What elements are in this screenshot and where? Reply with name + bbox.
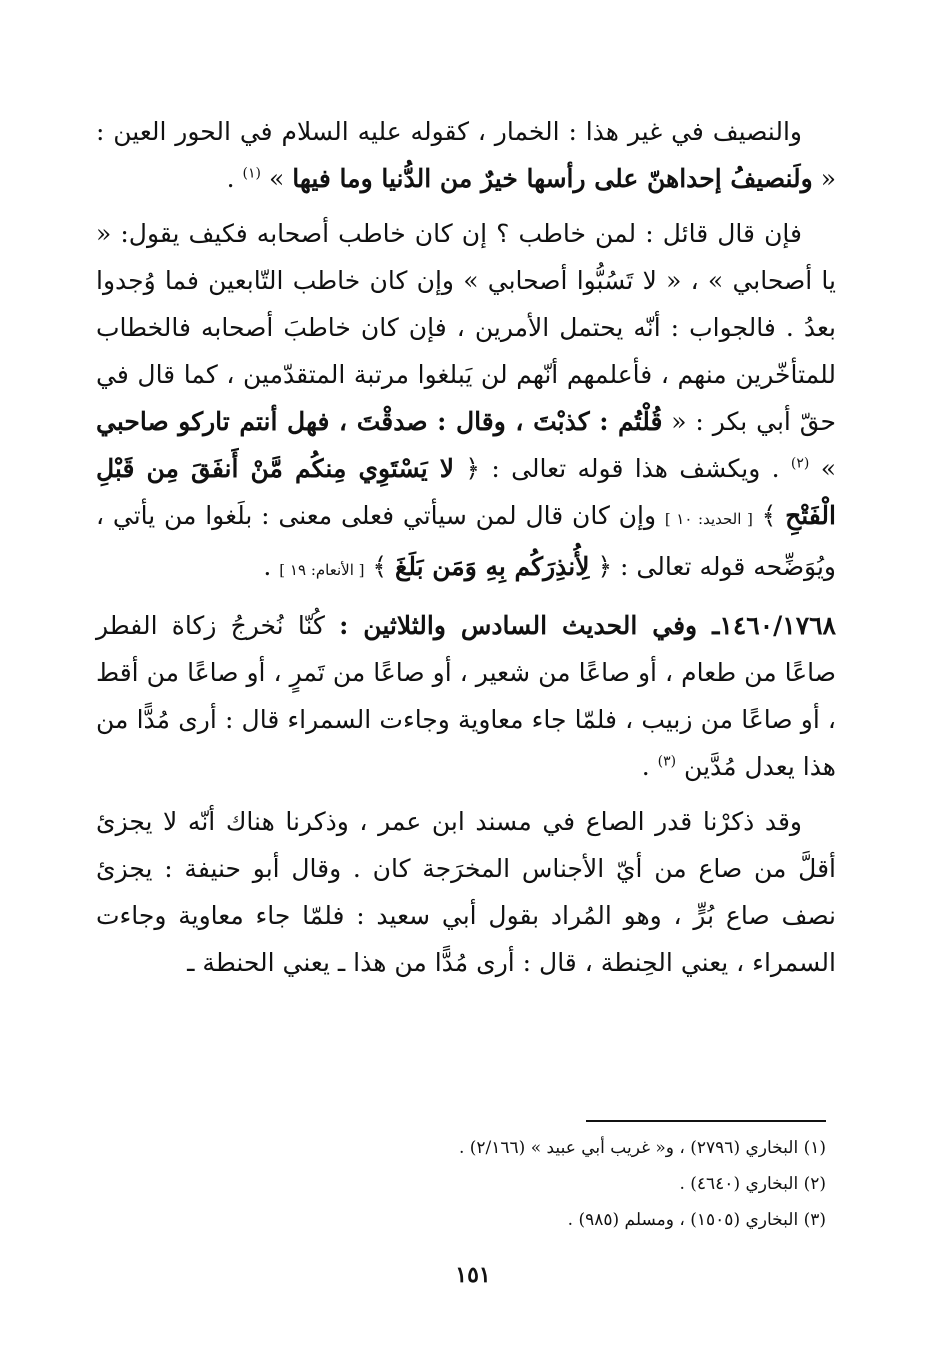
text-run: .: [641, 752, 658, 781]
hadith-heading: ١٤٦٠/١٧٦٨ـ وفي الحديث السادس والثلاثين :: [339, 611, 836, 640]
main-text: [96, 108, 836, 986]
paragraph-2: [96, 210, 836, 594]
text-run: فإن قال قائل : لمن خاطب ؟ إن كان خاطب أصحابه فكيف يقول: « يا أصحابي » ، « لا تَسُبُّوا أصحابي » وإن كان خاطب التّابعين فما وُجدوا بعدُ . فالجواب : أنّه يحتمل الأمرين ، فإن كان خاطبَ أصحابه فالخطاب للمتأخّرين منهم ، فأعلمهم أنّهم لن يَبلغوا مرتبة المتقدّمين ، كما قال في حقّ أبي بكر : «: [96, 219, 836, 436]
footnote-1: (١) البخاري (٢٧٩٦) ، و« غريب أبي عبيد » (٢/١٦٦) .: [458, 1138, 826, 1158]
text-run: . ويكشف هذا قوله تعالى : ﴿: [454, 454, 791, 483]
footnotes: [96, 1130, 826, 1238]
text-run: ﴾: [364, 552, 396, 581]
quran-verse: لِأُنذِرَكُم بِهِ وَمَن بَلَغَ: [395, 552, 590, 581]
footnote-3: (٣) البخاري (١٥٠٥) ، ومسلم (٩٨٥) .: [567, 1210, 826, 1230]
text-run: .: [226, 164, 243, 193]
footnote-marker[interactable]: (١): [242, 165, 262, 182]
footnote-divider: [586, 1120, 826, 1122]
text-run: والنصيف في غير هذا : الخمار ، كقوله عليه السلام في الحور العين : «: [96, 117, 836, 193]
hadith-quote: ولَنصيفُ إحداهنّ على رأسها خيرٌ من الدُّنيا وما فيها: [292, 164, 813, 193]
text-run: »: [809, 454, 836, 483]
paragraph-3: [96, 602, 836, 790]
text-run: وإن كان قال لمن سيأتي فعلى معنى : بلَغوا من يأتي ، ويُوَضِّحه قوله تعالى : ﴿: [96, 501, 836, 581]
footnote-marker[interactable]: (٢): [790, 455, 810, 472]
verse-reference: [ الأنعام: ١٩ ]: [279, 561, 365, 579]
text-run: .: [263, 552, 280, 581]
footnote-marker[interactable]: (٣): [657, 753, 677, 770]
text-run: كُنّا نُخرجُ زكاة الفطر صاعًا من طعام ، أو صاعًا من شعير ، أو صاعًا من تَمرٍ ، أو صاعًا من أقط ، أو صاعًا من زبيب ، فلمّا جاء معاوية وجاءت السمراء قال : أرى مُدًّا من هذا يعدل مُدَّين: [96, 611, 836, 781]
paragraph-4: وقد ذكرْنا قدر الصاع في مسند ابن عمر ، وذكرنا هناك أنّه لا يجزئ أقلَّ من صاع من أيّ الأجناس المخرَجة كان . وقال أبو حنيفة : يجزئ نصف صاع بُرٍّ ، وهو المُراد بقول أبي سعيد : فلمّا جاء معاوية وجاءت السمراء ، يعني الحِنطة ، قال : أرى مُدًّا من هذا ـ يعني الحنطة ـ: [96, 807, 836, 977]
paragraph-1: [96, 108, 836, 202]
text-run: »: [261, 164, 293, 193]
verse-reference: [ الحديد: ١٠ ]: [664, 510, 753, 528]
quran-verse: لا يَسْتَوِي مِنكُم مَّنْ أَنفَقَ مِن قَبْلِ الْفَتْحِ: [96, 454, 836, 530]
text-run: ﴾: [752, 501, 786, 530]
hadith-quote: قُلْتُم : كذبْتَ ، وقال : صدقْتَ ، فهل أنتم تاركو صاحبي: [96, 407, 663, 436]
page-number: ١٥١: [455, 1262, 491, 1288]
footnote-2: (٢) البخاري (٤٦٤٠) .: [679, 1174, 826, 1194]
